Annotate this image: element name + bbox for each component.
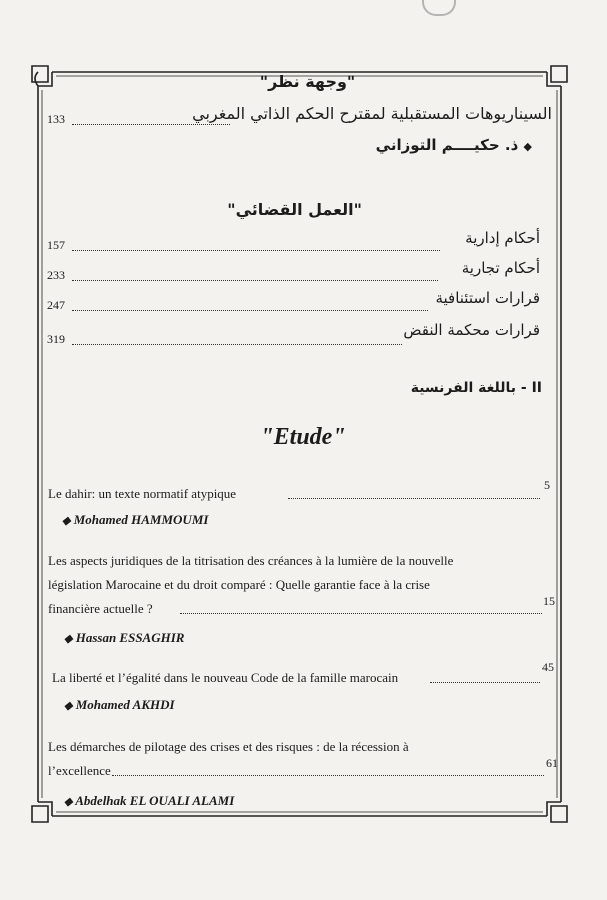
dot-leader [288,498,540,499]
toc-entry-author: ◆ Hassan ESSAGHIR [64,630,185,645]
dot-leader [112,775,544,776]
toc-page-number: 133 [47,112,65,126]
dot-leader [72,124,230,125]
toc-page-number: 45 [542,660,554,674]
french-section-heading: II - باللغة الفرنسية [410,380,542,396]
diamond-bullet-icon: ◆ [64,633,73,645]
toc-page-number: 247 [47,298,65,312]
toc-entry-title: La liberté et l’égalité dans le nouveau Code de la famille marocain [52,670,399,685]
toc-entry-title: قرارات محكمة النقض [403,321,540,339]
toc-page-number: 5 [544,478,550,492]
dot-leader [72,310,428,311]
diamond-bullet-icon: ◆ [64,796,73,808]
toc-page-number: 233 [47,268,65,282]
toc-page-number: 157 [47,238,65,252]
dot-leader [430,682,540,683]
toc-entry-title-line: législation Marocaine et du droit comparé : Quelle garantie face à la crise [48,577,430,592]
toc-entry-title: قرارات استئنافية [435,289,540,307]
diamond-bullet-icon: ◆ [64,700,73,712]
toc-entry-title: أحكام تجارية [461,259,540,277]
toc-page-number: 319 [47,332,65,346]
toc-entry-title-line: financière actuelle ? [48,601,153,616]
toc-entry-title-line: Les démarches de pilotage des crises et des risques : de la récession à [48,739,409,754]
toc-entry-author: ◆ Mohamed HAMMOUMI [62,512,209,527]
dot-leader [180,613,542,614]
toc-entry-author: ◆ Mohamed AKHDI [64,697,175,712]
toc-entry-author: ◆ Abdelhak EL OUALI ALAMI [64,793,235,808]
dot-leader [72,280,438,281]
diamond-bullet-icon: ◆ [523,140,532,153]
toc-entry-title: السيناريوهات المستقبلية لمقترح الحكم الذاتي المغربي [192,104,552,123]
dot-leader [72,344,402,345]
toc-entry-title: أحكام إدارية [465,229,540,247]
toc-entry-title-line: Les aspects juridiques de la titrisation des créances à la lumière de la nouvelle [48,553,454,568]
diamond-bullet-icon: ◆ [62,515,71,527]
toc-entry-title: Le dahir: un texte normatif atypique [48,486,237,501]
toc-entry-title-line: l’excellence [48,763,111,778]
toc-entry-author: ذ. حكيــــم التوزاني [375,136,519,154]
etude-heading: "Etude" [260,424,346,450]
judicial-heading: "العمل القضائي" [227,200,362,219]
toc-page-number: 15 [543,594,555,608]
toc-page-number: 61 [546,756,558,770]
viewpoint-heading: "وجهة نظر" [259,72,356,91]
dot-leader [72,250,440,251]
